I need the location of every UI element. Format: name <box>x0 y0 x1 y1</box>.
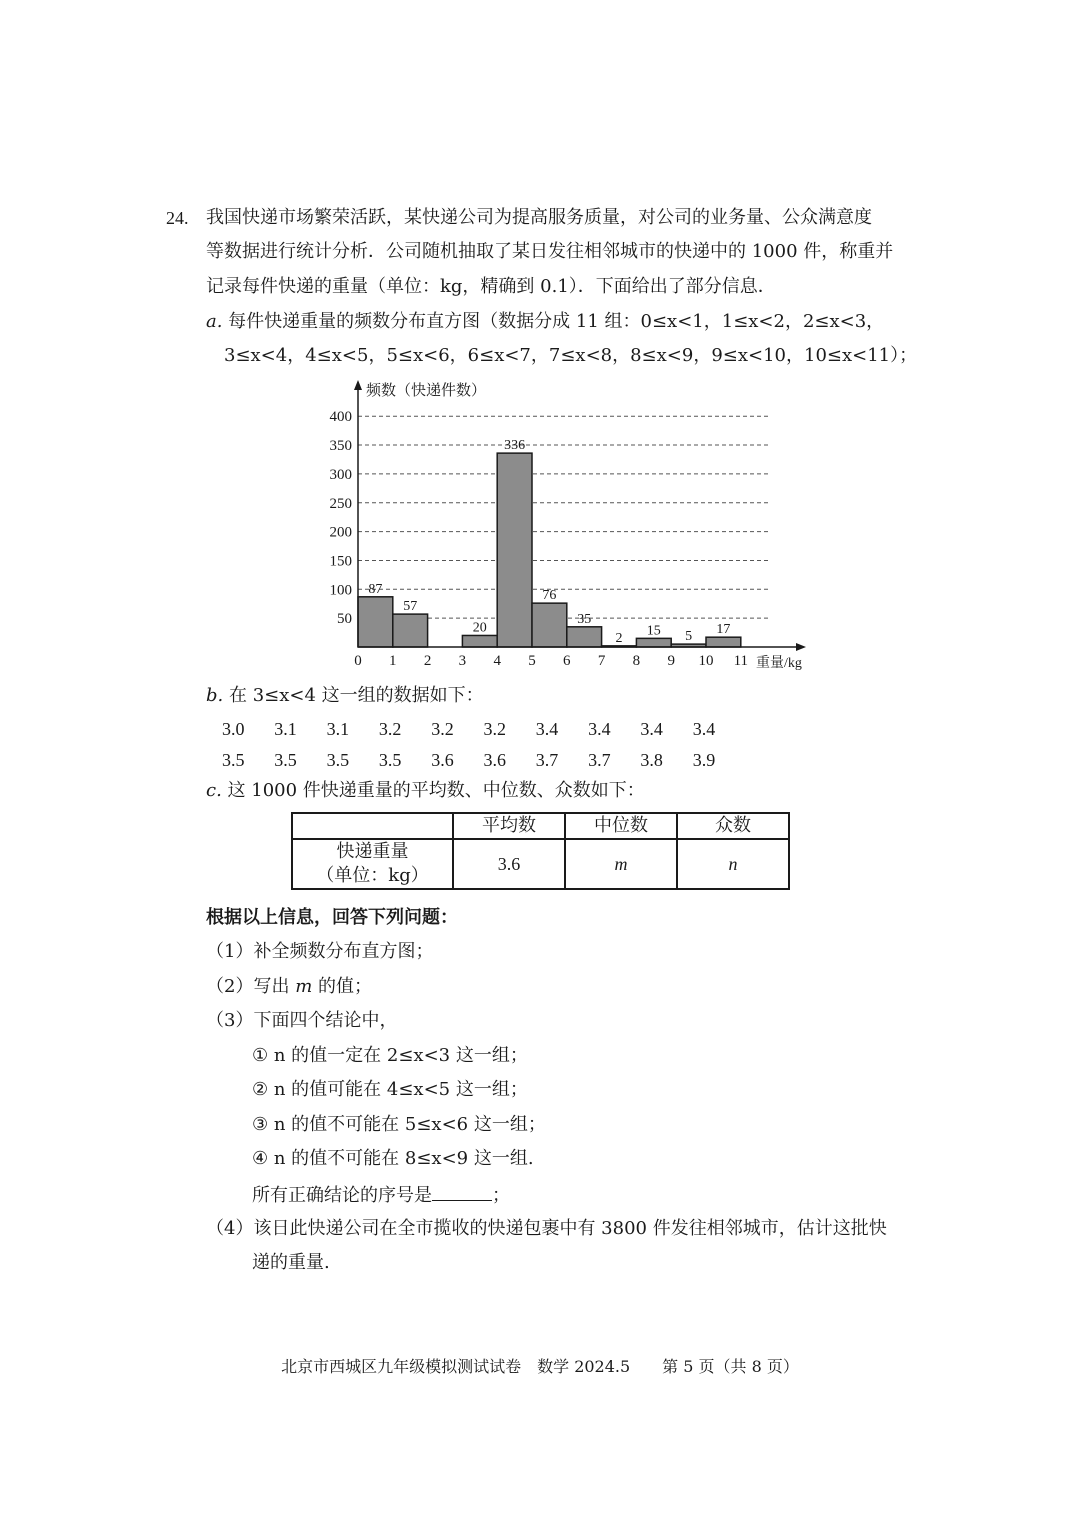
histogram-bar <box>462 635 497 647</box>
part-c-text: 这 1000 件快递重量的平均数、中位数、众数如下： <box>221 780 645 801</box>
bar-value-label: 20 <box>472 620 487 636</box>
x-tick-label: 10 <box>698 653 714 669</box>
bar-value-label: 2 <box>615 630 623 646</box>
part-c-label: c. <box>206 780 222 801</box>
data-value: 3.4 <box>535 719 559 739</box>
y-tick-label: 100 <box>329 582 352 599</box>
data-value: 3.5 <box>378 750 402 770</box>
page-footer: 北京市西城区九年级模拟测试试卷 数学 2024.5 第 5 页（共 8 页） <box>281 1357 799 1376</box>
y-tick-label: 150 <box>329 553 352 570</box>
bar-value-label: 5 <box>685 629 693 645</box>
x-tick-label: 1 <box>389 653 397 669</box>
histogram-bar <box>636 638 671 647</box>
x-axis-label: 重量/kg <box>756 656 802 671</box>
table-corner-cell <box>292 813 453 839</box>
frequency-histogram <box>310 375 820 675</box>
question-4-line-1: （4）该日此快递公司在全市揽收的快递包裹中有 3800 件发往相邻城市，估计这批快 <box>206 1218 887 1239</box>
data-value: 3.1 <box>326 719 350 739</box>
intro-line-1: 我国快递市场繁荣活跃，某快递公司为提高服务质量，对公司的业务量、公众满意度 <box>206 207 872 228</box>
histogram-bar <box>358 597 393 647</box>
x-axis-arrow <box>796 643 806 651</box>
conclusion-2: ② n 的值可能在 4≤x<5 这一组； <box>252 1079 528 1100</box>
data-value: 3.6 <box>483 750 506 770</box>
header-mode: 众数 <box>677 813 789 839</box>
conclusion-3: ③ n 的值不可能在 5≤x<6 这一组； <box>252 1114 546 1135</box>
mode-value: n <box>677 839 789 889</box>
question-4-line-2: 递的重量. <box>252 1252 330 1273</box>
statistics-table <box>291 812 790 890</box>
data-value: 3.2 <box>378 719 402 739</box>
bar-value-label: 87 <box>368 581 383 597</box>
question-2-var: m <box>295 976 313 997</box>
data-value: 3.1 <box>274 719 297 739</box>
row-label-cell <box>292 839 453 889</box>
data-value: 3.5 <box>222 750 245 770</box>
bar-value-label: 76 <box>542 588 557 604</box>
histogram-bar <box>706 637 741 647</box>
answer-line <box>252 1182 510 1208</box>
answer-prompt: 所有正确结论的序号是 <box>252 1185 432 1206</box>
data-value: 3.9 <box>692 750 716 770</box>
x-tick-label: 9 <box>667 653 675 669</box>
x-tick-label: 2 <box>423 653 432 669</box>
y-tick-label: 300 <box>329 466 352 483</box>
question-2-post: 的值； <box>312 976 372 997</box>
part-a-text: 每件快递重量的频数分布直方图（数据分成 11 组：0≤x<1，1≤x<2，2≤x<3， <box>222 311 885 332</box>
header-mean: 平均数 <box>453 813 565 839</box>
x-tick-label: 0 <box>354 653 362 669</box>
mean-value: 3.6 <box>453 839 565 889</box>
y-tick-label: 400 <box>329 409 352 426</box>
chart-gridlines <box>358 416 768 618</box>
x-tick-label: 11 <box>733 653 749 669</box>
data-value: 3.5 <box>326 750 350 770</box>
data-value: 3.7 <box>535 750 559 770</box>
part-a-label: a. <box>206 311 223 332</box>
conclusion-4: ④ n 的值不可能在 8≤x<9 这一组. <box>252 1148 534 1169</box>
x-tick-label: 8 <box>632 653 641 669</box>
bar-value-label: 35 <box>577 611 592 627</box>
part-a-line-2: 3≤x<4，4≤x<5，5≤x<6，6≤x<7，7≤x<8，8≤x<9，9≤x<10，10≤x<11）； <box>224 345 918 366</box>
question-2 <box>206 975 372 999</box>
histogram-bar <box>497 453 532 647</box>
row-label-line-2: （单位：kg） <box>316 865 429 886</box>
question-number: 24. <box>166 208 189 228</box>
part-b-label: b. <box>206 685 224 706</box>
histogram-bar <box>393 614 428 647</box>
bar-value-label: 57 <box>403 599 418 615</box>
question-1: （1）补全频数分布直方图； <box>206 941 434 962</box>
intro-line-2: 等数据进行统计分析．公司随机抽取了某日发往相邻城市的快递中的 1000 件，称重并 <box>206 241 894 262</box>
intro-line-3: 记录每件快递的重量（单位：kg，精确到 0.1）．下面给出了部分信息． <box>206 276 776 297</box>
data-value: 3.6 <box>431 750 454 770</box>
x-tick-label: 6 <box>563 653 571 669</box>
y-axis-arrow <box>354 380 362 390</box>
question-2-pre: （2）写出 <box>206 976 296 997</box>
row-label-line-1: 快递重量 <box>336 841 409 862</box>
y-axis-label: 频数（快递件数） <box>366 383 487 399</box>
bar-value-label: 17 <box>716 622 731 638</box>
data-value: 3.2 <box>431 719 454 739</box>
y-tick-label: 50 <box>337 611 352 628</box>
y-tick-label: 250 <box>329 495 352 512</box>
data-value: 3.4 <box>588 719 611 739</box>
header-median: 中位数 <box>565 813 677 839</box>
x-tick-label: 7 <box>597 653 606 669</box>
data-value: 3.0 <box>222 719 245 739</box>
answer-blank[interactable] <box>432 1182 492 1201</box>
x-tick-label: 4 <box>493 653 501 669</box>
histogram-bar <box>567 627 602 647</box>
conclusion-1: ① n 的值一定在 2≤x<3 这一组； <box>252 1045 528 1066</box>
answer-end: ； <box>492 1185 510 1206</box>
part-c-line <box>206 779 645 803</box>
histogram-bar <box>532 603 567 647</box>
bar-value-label: 336 <box>504 438 526 454</box>
chart-y-ticks <box>330 409 353 627</box>
questions-header: 根据以上信息，回答下列问题： <box>206 907 458 928</box>
question-3: （3）下面四个结论中， <box>206 1010 398 1031</box>
data-value: 3.8 <box>640 750 663 770</box>
data-value: 3.2 <box>483 719 506 739</box>
x-tick-label: 3 <box>458 653 467 669</box>
x-tick-label: 5 <box>528 653 536 669</box>
median-value: m <box>565 839 677 889</box>
data-value: 3.4 <box>692 719 716 739</box>
part-a-line-1 <box>206 310 884 334</box>
part-b-text: 在 3≤x<4 这一组的数据如下： <box>223 685 484 706</box>
part-b-line <box>206 684 484 708</box>
data-value: 3.7 <box>588 750 611 770</box>
data-value: 3.4 <box>640 719 663 739</box>
y-tick-label: 200 <box>329 524 352 541</box>
data-value: 3.5 <box>274 750 297 770</box>
y-tick-label: 350 <box>329 438 352 455</box>
bar-value-label: 15 <box>646 623 661 639</box>
chart-x-ticks <box>354 653 748 669</box>
